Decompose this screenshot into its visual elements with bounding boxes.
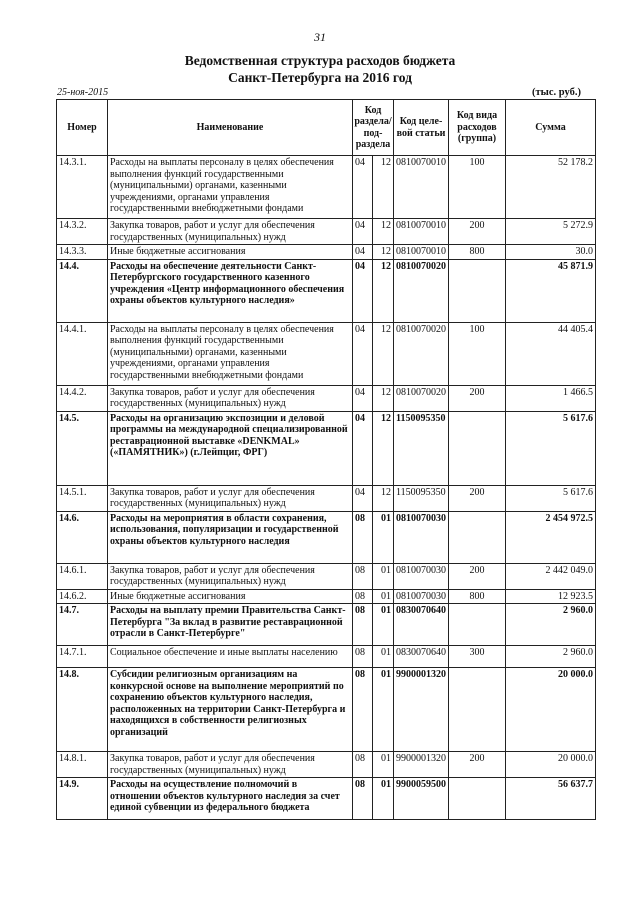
row-subsection: 12 — [373, 485, 394, 511]
row-subsection: 12 — [373, 245, 394, 260]
row-subsection: 12 — [373, 259, 394, 322]
row-name: Иные бюджетные ассигнования — [108, 245, 353, 260]
report-date: 25-ноя-2015 — [57, 87, 109, 98]
row-name: Субсидии религиозным организациям на конкурсной основе на выполнение мероприятий по сохранению объектов культурного наследия, расположенных на территории Санкт-Петербурга и находящихся в собственности религиозных организаций — [108, 668, 353, 752]
row-sum: 5 272.9 — [506, 219, 596, 245]
row-section: 08 — [353, 646, 373, 668]
table-row — [57, 219, 596, 245]
row-name: Социальное обеспечение и иные выплаты населению — [108, 646, 353, 668]
row-section: 04 — [353, 156, 373, 219]
row-target-code: 0810070010 — [394, 245, 449, 260]
row-name: Закупка товаров, работ и услуг для обеспечения государственных (муниципальных) нужд — [108, 752, 353, 778]
row-expense-kind — [449, 778, 506, 820]
row-subsection: 12 — [373, 322, 394, 385]
document-title — [0, 52, 640, 86]
row-target-code: 0810070030 — [394, 563, 449, 589]
row-sum: 12 923.5 — [506, 589, 596, 604]
header-name: Наименование — [108, 100, 353, 156]
row-name: Расходы на организацию экспозиции и деловой программы на международной специализированной реставрационной выставке «DENKMAL» («ПАМЯТНИК») (г.Лейпциг, ФРГ) — [108, 411, 353, 485]
row-subsection: 01 — [373, 589, 394, 604]
row-name: Иные бюджетные ассигнования — [108, 589, 353, 604]
row-number: 14.9. — [57, 778, 108, 820]
row-section: 08 — [353, 563, 373, 589]
page-number: 31 — [314, 30, 326, 44]
row-number: 14.5. — [57, 411, 108, 485]
row-expense-kind: 200 — [449, 219, 506, 245]
row-target-code: 0810070030 — [394, 589, 449, 604]
row-section: 04 — [353, 411, 373, 485]
row-section: 04 — [353, 219, 373, 245]
row-subsection: 12 — [373, 156, 394, 219]
row-target-code: 9900001320 — [394, 668, 449, 752]
row-number: 14.6. — [57, 511, 108, 563]
row-expense-kind: 200 — [449, 563, 506, 589]
row-sum: 2 454 972.5 — [506, 511, 596, 563]
row-expense-kind: 100 — [449, 156, 506, 219]
row-section: 04 — [353, 259, 373, 322]
row-expense-kind — [449, 511, 506, 563]
row-subsection: 01 — [373, 668, 394, 752]
table-row — [57, 156, 596, 219]
row-subsection: 01 — [373, 752, 394, 778]
row-number: 14.6.2. — [57, 589, 108, 604]
table-row — [57, 563, 596, 589]
row-target-code: 0810070010 — [394, 156, 449, 219]
table-row — [57, 322, 596, 385]
row-name: Расходы на осуществление полномочий в отношении объектов культурного наследия за счет единой субвенции из федерального бюджета — [108, 778, 353, 820]
row-name: Расходы на обеспечение деятельности Санкт-Петербургского государственного казенного учреждения «Центр информационного обеспечения охраны объектов культурного наследия» — [108, 259, 353, 322]
row-section: 08 — [353, 589, 373, 604]
row-sum: 5 617.6 — [506, 485, 596, 511]
table-body — [57, 156, 596, 820]
row-number: 14.4.1. — [57, 322, 108, 385]
row-number: 14.8. — [57, 668, 108, 752]
table-row — [57, 485, 596, 511]
table-row — [57, 604, 596, 646]
row-expense-kind: 300 — [449, 646, 506, 668]
row-number: 14.4.2. — [57, 385, 108, 411]
header-number: Номер — [57, 100, 108, 156]
row-name: Расходы на мероприятия в области сохранения, использования, популяризации и государственной охраны объектов культурного наследия — [108, 511, 353, 563]
header-expense-kind: Код вида расходов (группа) — [449, 100, 506, 156]
row-expense-kind — [449, 604, 506, 646]
row-sum: 52 178.2 — [506, 156, 596, 219]
row-number: 14.3.1. — [57, 156, 108, 219]
row-target-code: 9900001320 — [394, 752, 449, 778]
row-expense-kind: 100 — [449, 322, 506, 385]
row-target-code: 0810070020 — [394, 385, 449, 411]
row-number: 14.6.1. — [57, 563, 108, 589]
row-sum: 20 000.0 — [506, 668, 596, 752]
row-expense-kind: 800 — [449, 245, 506, 260]
budget-table — [56, 99, 596, 820]
row-number: 14.8.1. — [57, 752, 108, 778]
row-name: Расходы на выплату премии Правительства Санкт-Петербурга "За вклад в развитие реставрационной отрасли в Санкт-Петербурге" — [108, 604, 353, 646]
row-section: 08 — [353, 604, 373, 646]
row-name: Закупка товаров, работ и услуг для обеспечения государственных (муниципальных) нужд — [108, 219, 353, 245]
row-number: 14.5.1. — [57, 485, 108, 511]
row-section: 04 — [353, 485, 373, 511]
row-section: 08 — [353, 752, 373, 778]
row-sum: 5 617.6 — [506, 411, 596, 485]
row-target-code: 1150095350 — [394, 485, 449, 511]
table-row — [57, 752, 596, 778]
row-expense-kind: 200 — [449, 752, 506, 778]
title-line-1: Ведомственная структура расходов бюджета — [184, 53, 456, 68]
units-label: (тыс. руб.) — [532, 87, 581, 98]
row-target-code: 0810070030 — [394, 511, 449, 563]
row-subsection: 01 — [373, 511, 394, 563]
row-name: Расходы на выплаты персоналу в целях обеспечения выполнения функций государственными (муниципальными) органами, казенными учреждениями, органами управления государственными внебюджетными фондами — [108, 322, 353, 385]
row-sum: 56 637.7 — [506, 778, 596, 820]
table-row — [57, 259, 596, 322]
row-sum: 2 960.0 — [506, 604, 596, 646]
row-sum: 20 000.0 — [506, 752, 596, 778]
row-subsection: 01 — [373, 778, 394, 820]
row-name: Закупка товаров, работ и услуг для обеспечения государственных (муниципальных) нужд — [108, 485, 353, 511]
row-target-code: 0810070020 — [394, 259, 449, 322]
row-number: 14.7.1. — [57, 646, 108, 668]
header-section-code: Код раздела/ под- раздела — [353, 100, 394, 156]
row-number: 14.3.3. — [57, 245, 108, 260]
table-row — [57, 385, 596, 411]
row-section: 04 — [353, 385, 373, 411]
row-sum: 1 466.5 — [506, 385, 596, 411]
row-name: Расходы на выплаты персоналу в целях обеспечения выполнения функций государственными (муниципальными) органами, казенными учреждениями, органами управления государственными внебюджетными фондами — [108, 156, 353, 219]
row-subsection: 01 — [373, 604, 394, 646]
row-section: 04 — [353, 245, 373, 260]
row-expense-kind — [449, 411, 506, 485]
table-row — [57, 245, 596, 260]
row-expense-kind — [449, 668, 506, 752]
row-subsection: 01 — [373, 563, 394, 589]
table-row — [57, 589, 596, 604]
row-target-code: 0810070020 — [394, 322, 449, 385]
row-target-code: 0830070640 — [394, 604, 449, 646]
row-subsection: 12 — [373, 385, 394, 411]
table-row — [57, 411, 596, 485]
row-subsection: 12 — [373, 411, 394, 485]
row-section: 08 — [353, 511, 373, 563]
row-section: 04 — [353, 322, 373, 385]
row-name: Закупка товаров, работ и услуг для обеспечения государственных (муниципальных) нужд — [108, 563, 353, 589]
row-number: 14.4. — [57, 259, 108, 322]
row-subsection: 12 — [373, 219, 394, 245]
row-number: 14.3.2. — [57, 219, 108, 245]
table-row — [57, 668, 596, 752]
row-sum: 44 405.4 — [506, 322, 596, 385]
header-sum: Сумма — [506, 100, 596, 156]
row-expense-kind: 200 — [449, 485, 506, 511]
row-subsection: 01 — [373, 646, 394, 668]
table-header-row — [57, 100, 596, 156]
table-row — [57, 511, 596, 563]
row-expense-kind — [449, 259, 506, 322]
row-section: 08 — [353, 778, 373, 820]
row-number: 14.7. — [57, 604, 108, 646]
row-sum: 2 442 049.0 — [506, 563, 596, 589]
row-target-code: 1150095350 — [394, 411, 449, 485]
table-row — [57, 646, 596, 668]
row-expense-kind: 200 — [449, 385, 506, 411]
row-name: Закупка товаров, работ и услуг для обеспечения государственных (муниципальных) нужд — [108, 385, 353, 411]
row-target-code: 0810070010 — [394, 219, 449, 245]
row-sum: 30.0 — [506, 245, 596, 260]
row-target-code: 0830070640 — [394, 646, 449, 668]
header-target-code: Код целе- вой статьи — [394, 100, 449, 156]
row-sum: 2 960.0 — [506, 646, 596, 668]
table-row — [57, 778, 596, 820]
row-section: 08 — [353, 668, 373, 752]
row-target-code: 9900059500 — [394, 778, 449, 820]
title-line-2: Санкт-Петербурга на 2016 год — [228, 70, 412, 85]
row-sum: 45 871.9 — [506, 259, 596, 322]
row-expense-kind: 800 — [449, 589, 506, 604]
